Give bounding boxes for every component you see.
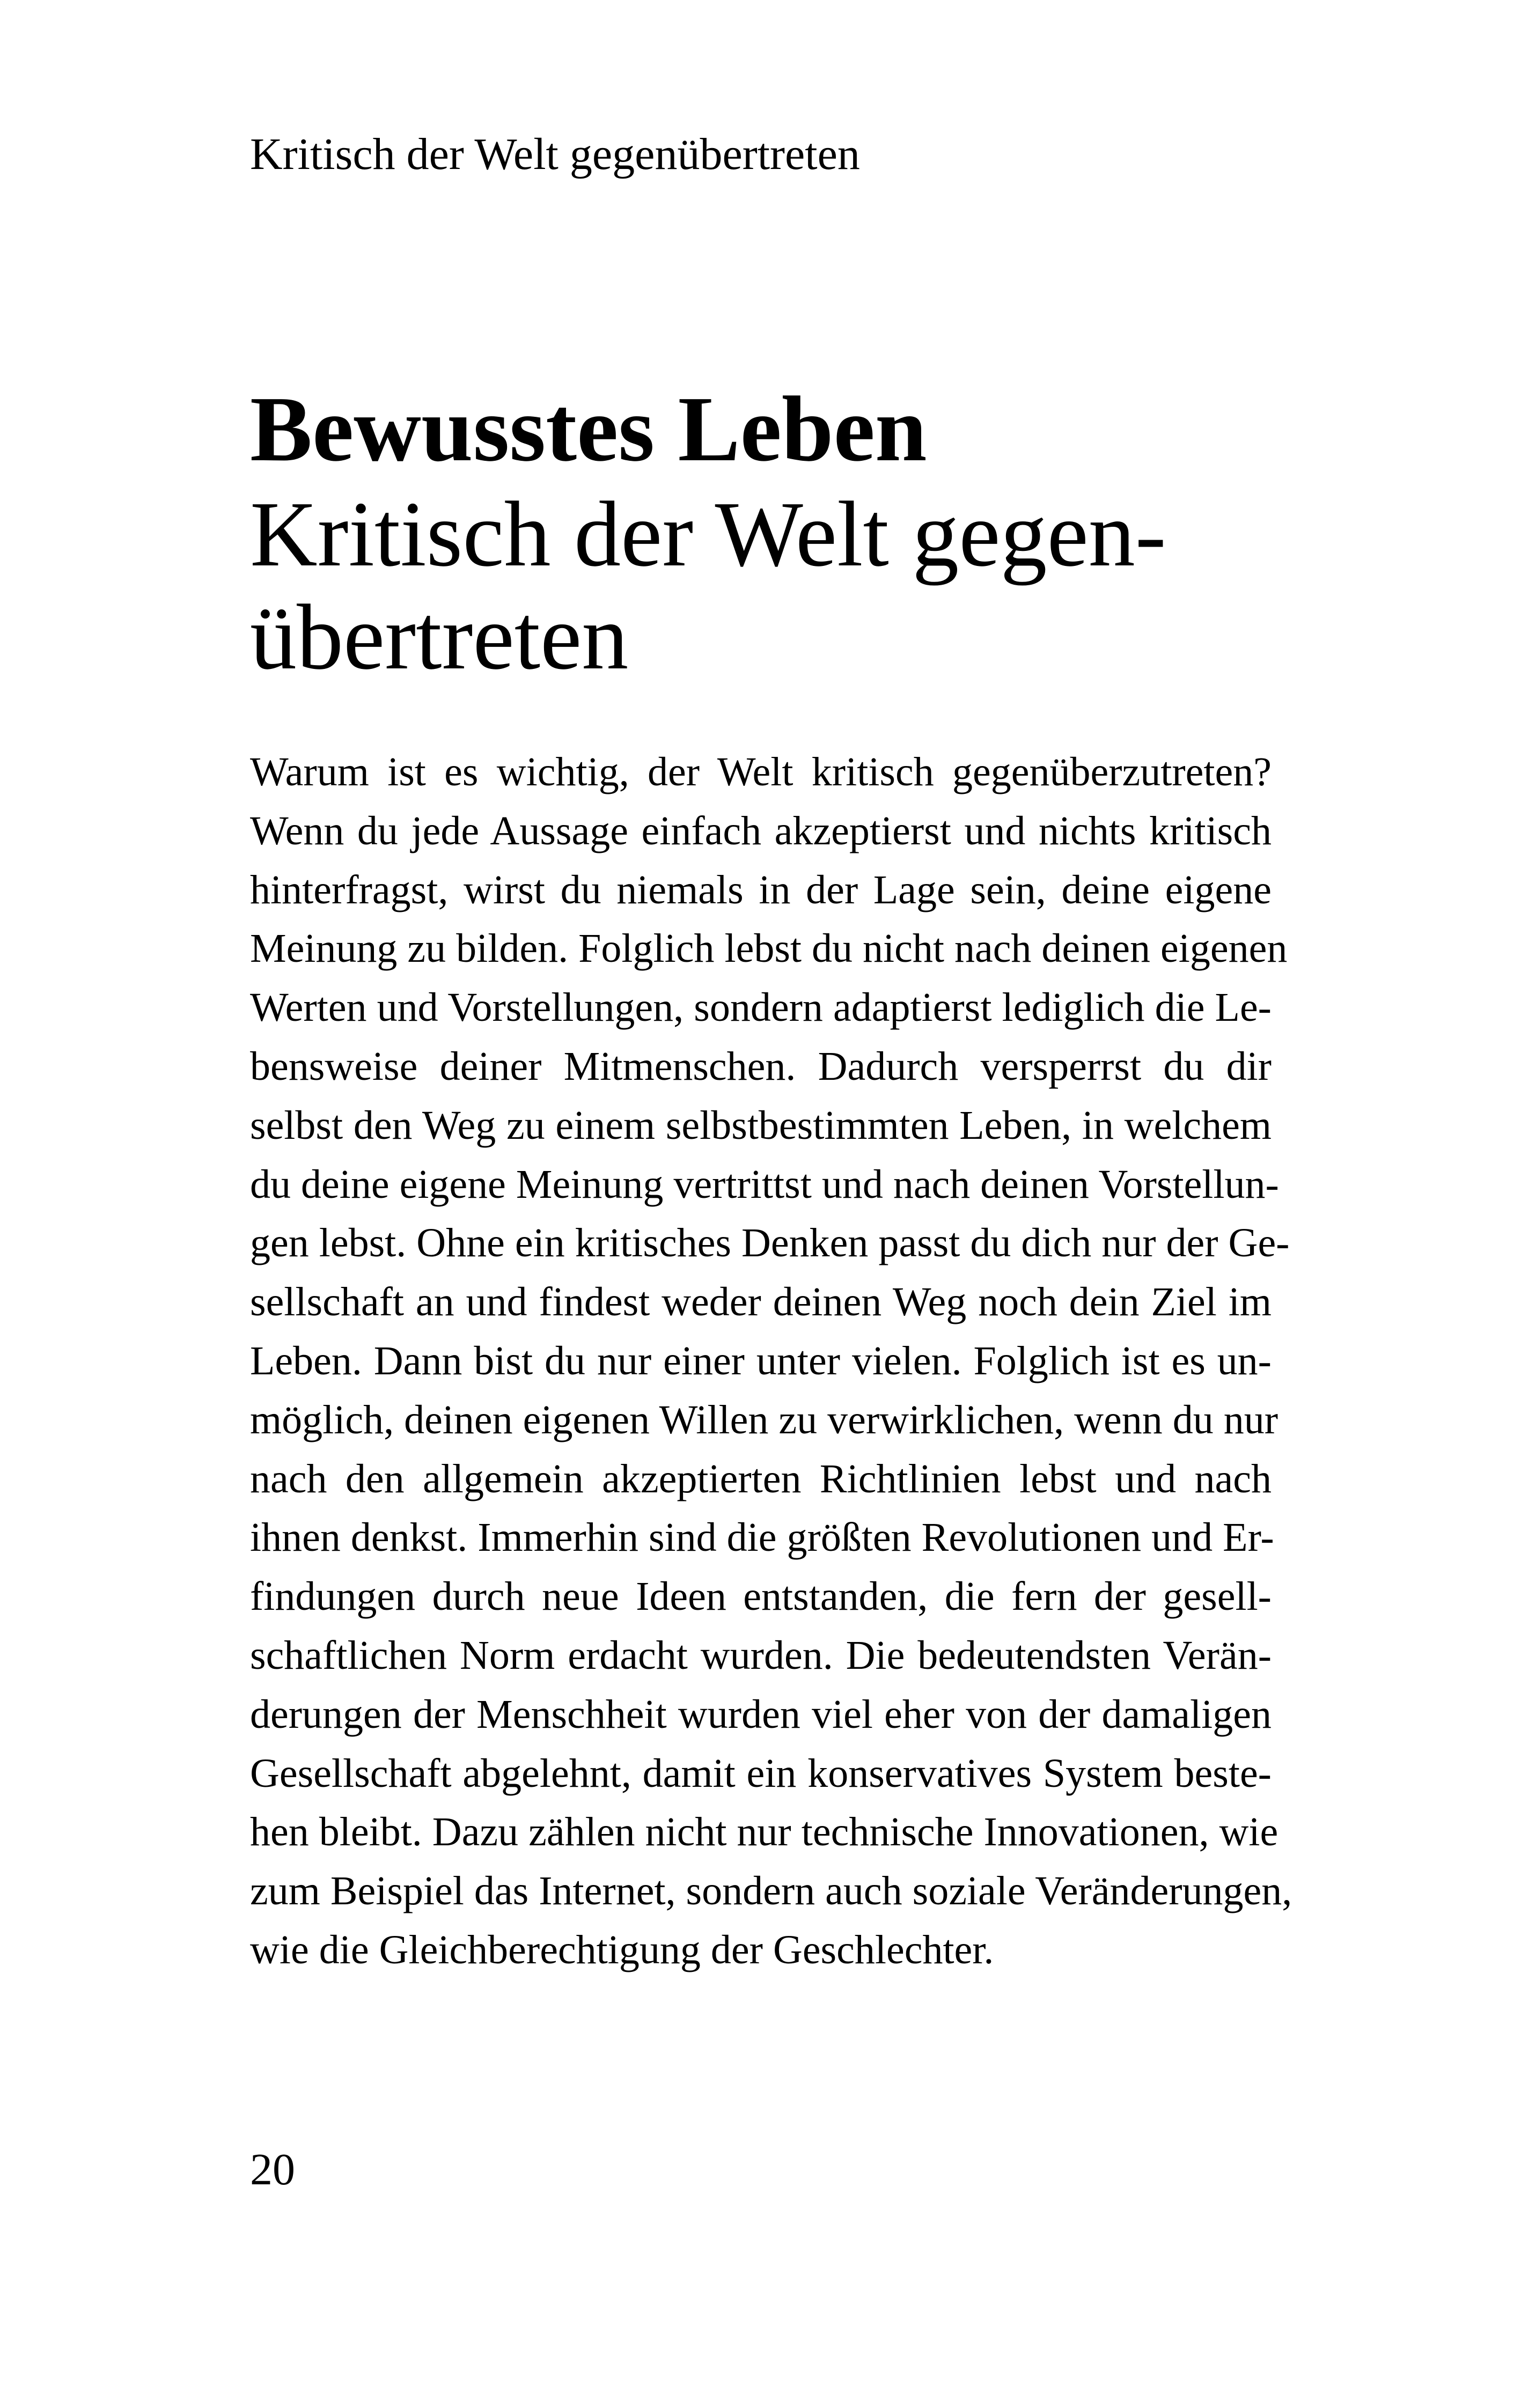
body-line: wie die Gleichberechtigung der Geschlechter. — [250, 1927, 994, 1972]
body-line: ihnen denkst. Immerhin sind die größten Revolutionen und Er- — [250, 1515, 1274, 1560]
body-line: schaftlichen Norm erdacht wurden. Die bedeutendsten Verän- — [250, 1632, 1272, 1678]
body-line: Wenn du jede Aussage einfach akzeptierst und nichts kritisch — [250, 808, 1272, 853]
body-line: Gesellschaft abgelehnt, damit ein konservatives System beste- — [250, 1750, 1272, 1796]
body-line: hen bleibt. Dazu zählen nicht nur technische Innovationen, wie — [250, 1809, 1278, 1855]
body-line: Leben. Dann bist du nur einer unter vielen. Folglich ist es un- — [250, 1338, 1272, 1383]
body-line: zum Beispiel das Internet, sondern auch soziale Veränderungen, — [250, 1868, 1292, 1914]
chapter-heading — [250, 375, 1269, 689]
body-line: selbst den Weg zu einem selbstbestimmten Leben, in welchem — [250, 1102, 1272, 1148]
body-line: du deine eigene Meinung vertrittst und nach deinen Vorstellun- — [250, 1161, 1279, 1207]
body-line: sellschaft an und findest weder deinen Weg noch dein Ziel im — [250, 1279, 1272, 1325]
body-line: Warum ist es wichtig, der Welt kritisch gegenüberzutreten? — [250, 749, 1272, 794]
chapter-subtitle — [250, 483, 1269, 689]
body-line: gen lebst. Ohne ein kritisches Denken passt du dich nur der Ge- — [250, 1220, 1290, 1266]
page-number: 20 — [250, 2145, 295, 2195]
body-line: möglich, deinen eigenen Willen zu verwirklichen, wenn du nur — [250, 1397, 1278, 1442]
body-line: Werten und Vorstellungen, sondern adaptierst lediglich die Le- — [250, 985, 1272, 1030]
chapter-subtitle-line: Kritisch der Welt gegen- — [250, 482, 1166, 586]
body-line: derungen der Menschheit wurden viel eher von der damaligen — [250, 1691, 1272, 1737]
body-line: hinterfragst, wirst du niemals in der Lage sein, deine eigene — [250, 867, 1272, 912]
body-paragraph — [250, 743, 1292, 1980]
body-line: Meinung zu bilden. Folglich lebst du nicht nach deinen eigenen — [250, 926, 1288, 971]
chapter-title: Bewusstes Leben — [250, 377, 927, 481]
running-header: Kritisch der Welt gegenübertreten — [250, 129, 860, 179]
body-line: nach den allgemein akzeptierten Richtlinien lebst und nach — [250, 1456, 1272, 1501]
body-line: findungen durch neue Ideen entstanden, die fern der gesell- — [250, 1574, 1272, 1619]
chapter-subtitle-line: übertreten — [250, 585, 629, 689]
body-line: bensweise deiner Mitmenschen. Dadurch versperrst du dir — [250, 1043, 1272, 1089]
